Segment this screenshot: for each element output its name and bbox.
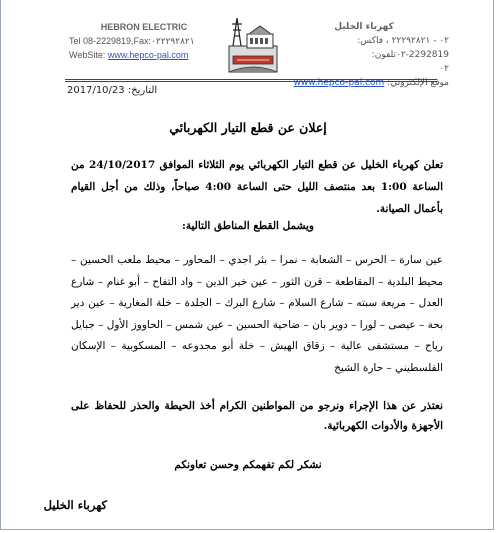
areas-list: عين سارة – الحرس – الشعابة – نمرا – بئر اجدي – المحاور – محيط ملعب الحسين – محيط البلدية – المقاطعة – قرن الثور – عين خير الدين – واد التفاح – أبو غنام – شارع العدل – مريعة سبته – شارع السلام – شارع البرك – الجلدة – خلة المغارية – عين دير بحة – عيصى – لورا – دوير بان – ضاحية الحسين – عين شمس – الحاووز الأول – جبايل رياح – مستشفى عالية – زقاق الهيش – خلة أبو مجدوعه – المسكوبية – الإسكان الفلسطيني – حارة الشيخ [71,254,443,374]
website-label-en: WebSite: [69,50,108,60]
tel-fax-en: Tel 08-2229819,Fax:٠٢٢٢٩٢٨٢١ [69,36,195,46]
date-label: التاريخ: [127,85,158,96]
announcement-title: إعلان عن قطع التيار الكهربائي [169,120,327,135]
tel-fax-ar: ٠٢ - ٢٢٢٩٢٨٢١ ، فاكس: 2292819-٠٢تلفون: [357,36,449,60]
apology-paragraph: نعتذر عن هذا الإجراء ونرجو من المواطنين الكرام أخذ الحيطة والحذر للحفاظ على الأجهزة والأدوات الكهربائية. [71,400,443,432]
header-divider-top [65,79,437,80]
website-line-en [69,48,219,62]
date-value: 2017/10/23 [67,85,125,96]
header-english [69,20,219,62]
website-label-ar: موقع الإلكتروني: [384,78,449,88]
website-link-ar[interactable]: www.hepco-pal.com [293,78,385,88]
company-name-en: HEBRON ELECTRIC [100,22,188,32]
company-logo [225,12,281,76]
website-link-en[interactable]: www.hepco-pal.com [107,50,189,60]
areas-heading: ويشمل القطع المناطق التالية: [181,220,314,232]
announcement-paragraph: تعلن كهرباء الخليل عن قطع التيار الكهربائي يوم الثلاثاء الموافق 24/10/2017 من الساعة 1:00 بعد منتصف الليل حتى الساعة 4:00 صباحاً، وذلك من أجل القيام بأعمال الصيانة. [71,159,443,215]
tel-fax-ar-cont: ٠٢ [439,64,449,74]
header-divider-bottom [65,81,437,82]
date-line [67,85,157,96]
thanks-line: نشكر لكم تفهمكم وحسن تعاونكم [174,459,322,471]
signature: كهرباء الخليل [43,498,107,512]
company-name-ar: كهرباء الخليل [334,22,394,32]
